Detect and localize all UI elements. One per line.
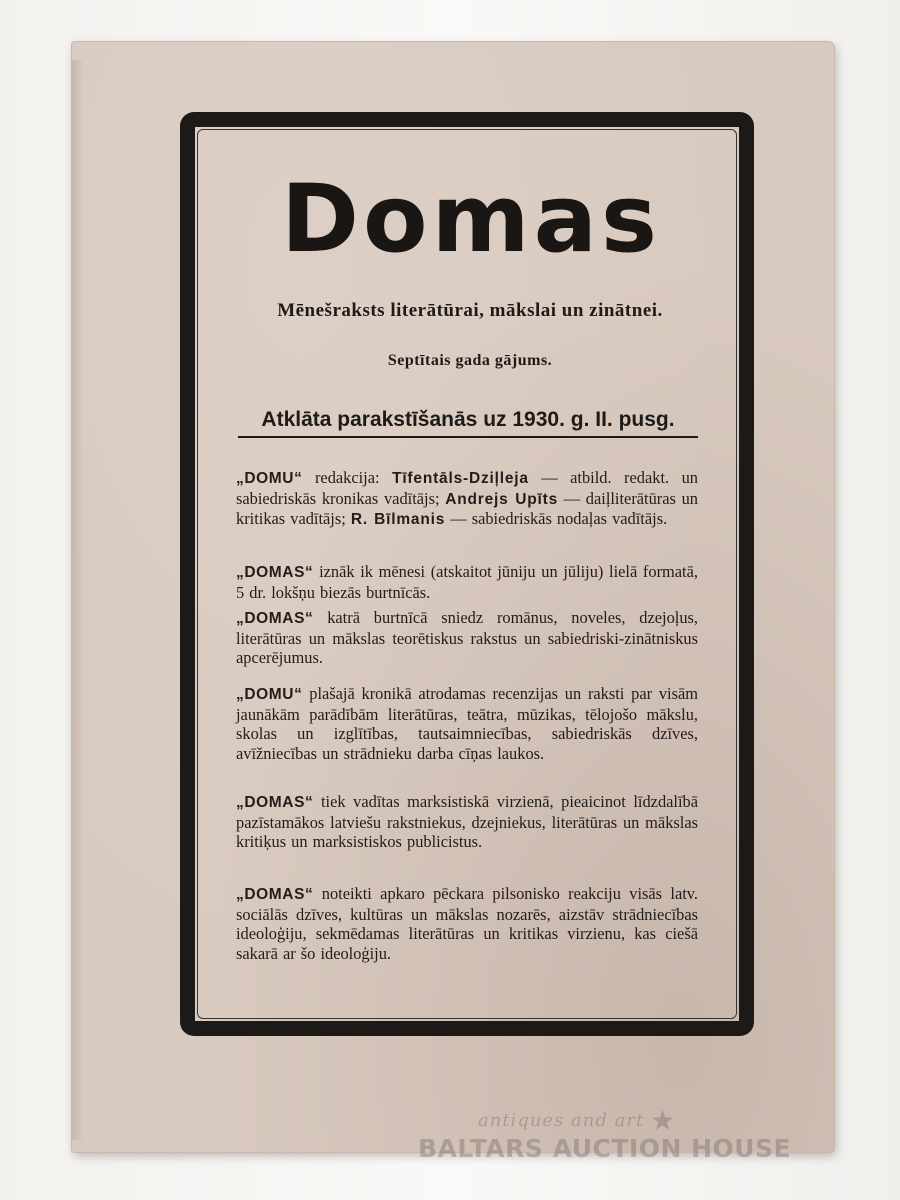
paragraph-text: redakcija: [302, 468, 393, 487]
editor-name: R. Bīlmanis [350, 511, 446, 528]
paragraph-text: tiek vadītas marksistiskā virzienā, pieaicinot līdzdalībā pazīstamākos latviešu rakstniekus, dzejniekus, literātūras un mākslas kritiķus un marksistiskos publicistus. [236, 792, 698, 851]
publication-paragraph [236, 562, 698, 602]
paragraph-text: iznāk ik mēnesi (atskaitot jūniju un jūliju) lielā formatā, 5 dr. lokšņu biezās burtnīcās. [236, 562, 698, 602]
paragraph-text: — sabiedriskās nodaļas vadītājs. [445, 509, 668, 528]
editorial-paragraph [236, 468, 698, 530]
watermark-tagline: antiques and art [478, 1110, 645, 1131]
paragraph-lead: „DOMAS“ [236, 886, 314, 903]
watermark-brand: BALTARS AUCTION HOUSE [418, 1134, 792, 1163]
chronicle-paragraph [236, 684, 698, 763]
paragraph-lead: „DOMAS“ [236, 610, 314, 627]
paragraph-text: katrā burtnīcā sniedz romānus, noveles, dzejoļus, literātūras un mākslas teorētiskus rakstus un sabiedriski-zinātniskus apcerējumus. [236, 608, 698, 667]
paper-edge [72, 60, 84, 1140]
magazine-title: Domas [281, 165, 661, 274]
paragraph-text: — daiļliterātūras un kritikas vadītājs; [236, 488, 699, 528]
auction-house-watermark [418, 1104, 838, 1170]
star-icon: ★ [650, 1104, 676, 1137]
paragraph-lead: „DOMU“ [236, 470, 303, 487]
paragraph-lead: „DOMAS“ [236, 564, 314, 581]
paragraph-text: plašajā kronikā atrodamas recenzijas un raksti par visām jaunākām parādībām literātūras, teātra, mūzikas, tēlojošo mākslu, skolas un izglītības, tautsaimniecības, sabiedriskās dzīves, avīžniecības un strādnieku darba cīņas laukos. [236, 684, 698, 763]
direction-paragraph [236, 792, 698, 852]
publication-year-line: Septītais gada gājums. [387, 352, 553, 369]
magazine-subtitle: Mēnešraksts literātūrai, mākslai un zinātnei. [277, 300, 663, 321]
subscription-heading: Atklāta parakstīšanās uz 1930. g. II. pusg. [238, 406, 698, 438]
content-paragraph [236, 608, 698, 668]
paragraph-text: noteikti apkaro pēckara pilsonisko reakciju visās latv. sociālās dzīves, kultūras un mākslas nozarēs, aizstāv strādniecības ideoloģiju, sekmēdamas literātūras un kritikas virzienu, kas ciešā sakarā ar šo ideoloģiju. [236, 884, 698, 963]
editor-name: Andrejs Upīts [445, 490, 558, 508]
paragraph-lead: „DOMU“ [236, 686, 303, 703]
editor-name: Tīfentāls-Dziļleja [392, 470, 529, 487]
ideology-paragraph [236, 884, 698, 963]
paragraph-lead: „DOMAS“ [236, 794, 314, 811]
paragraph-text: — atbild. redakt. un sabiedriskās kronikas vadītājs; [236, 468, 698, 508]
